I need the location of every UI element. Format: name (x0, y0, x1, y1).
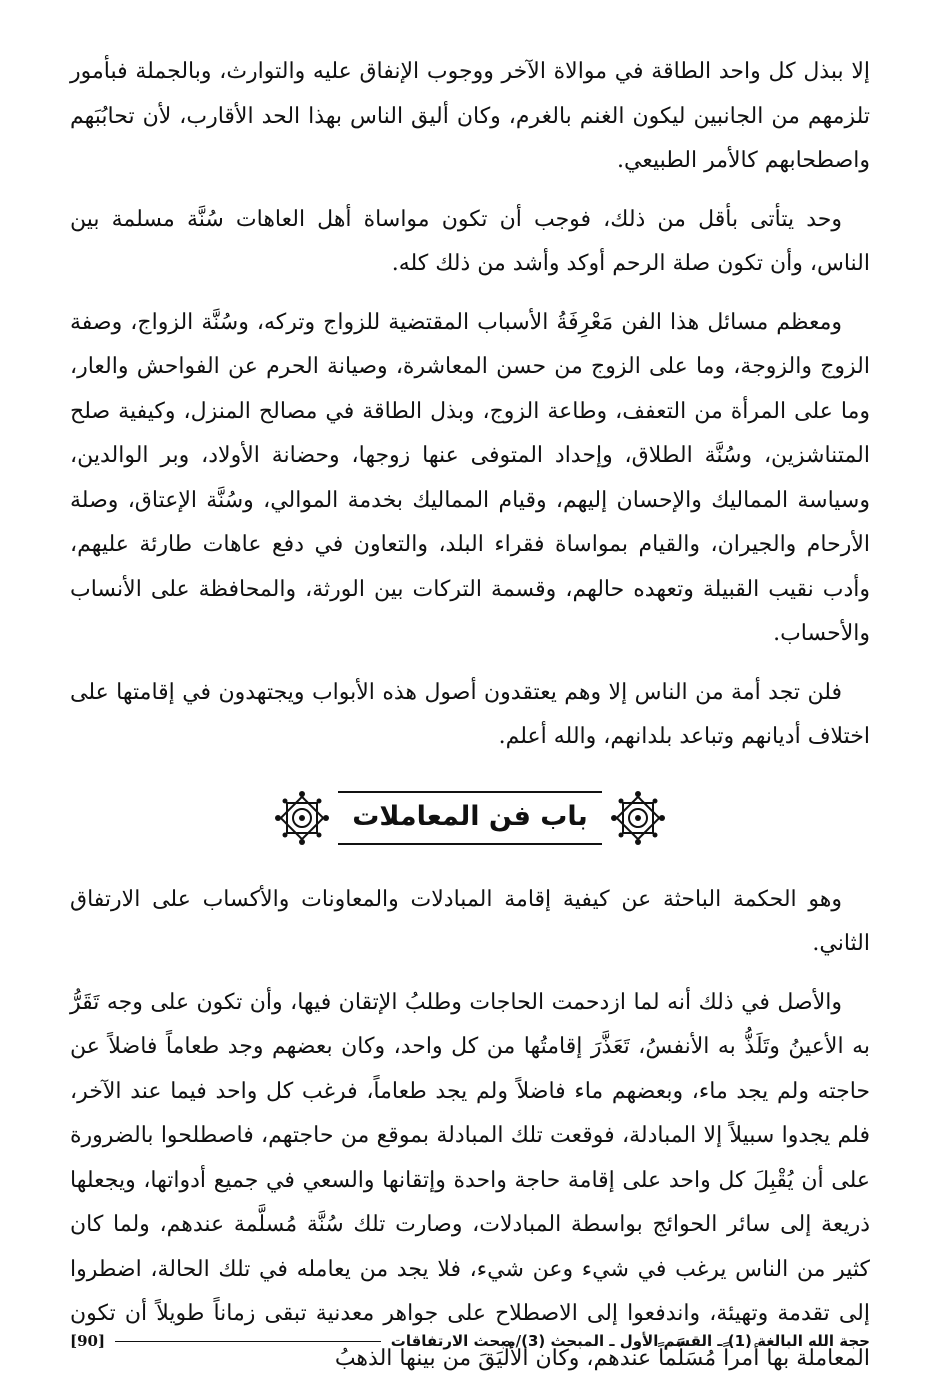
section-heading-row (70, 786, 870, 850)
page-number: [90] (70, 1332, 106, 1350)
paragraph-2: وحد يتأتى بأقل من ذلك، فوجب أن تكون مواساة أهل العاهات سُنَّة مسلمة بين الناس، وأن تكون صلة الرحم أوكد وأشد من ذلك كله. (70, 206, 870, 276)
paragraph-6: والأصل في ذلك أنه لما ازدحمت الحاجات وطلبُ الإتقان فيها، وأن تكون على وجه تَقَرُّ به الأعينُ وتَلَذُّ به الأنفسُ، تَعَذَّرَ إقامتُها من كل واحد، وكان بعضهم وجد طعاماً فاضلاً عن حاجته ولم يجد ماء، وبعضهم ماء فاضلاً ولم يجد طعاماً، فرغب كل واحد فيما عند الآخر، فلم يجدوا سبيلاً إلا المبادلة، فوقعت تلك المبادلة بموقع من حاجتهم، فاصطلحوا بالضرورة على أن يُقْبِلَ كل واحد على إقامة حاجة واحدة وإتقانها والسعي في جميع أدواتها، ويجعلها ذريعة إلى سائر الحوائج بواسطة المبادلات، وصارت تلك سُنَّة مُسلَّمة عندهم، ولما كان كثير من الناس يرغب في شيء وعن شيء، فلا يجد من يعامله في تلك الحالة، اضطروا إلى تقدمة وتهيئة، واندفعوا إلى الاصطلاح على جواهر معدنية تبقى زماناً طويلاً أن تكون المعاملة بها أمراً مُسَلَّماً عندهم، وكان الألْيَقَ من بينها الذهبُ (70, 989, 870, 1371)
section-heading (274, 790, 665, 846)
running-title: حجة الله البالغة (1) ـ القسم الأول ـ المبحث (3)/مبحث الارتفاقات (390, 1332, 870, 1350)
page-body (70, 50, 870, 1395)
page-footer (70, 1326, 870, 1356)
paragraph-5: وهو الحكمة الباحثة عن كيفية إقامة المبادلات والمعاونات والأكساب على الارتفاق الثاني. (70, 886, 870, 956)
section-title: باب فن المعاملات (338, 791, 601, 845)
eight-point-star-ornament-icon (274, 790, 330, 846)
paragraph-4: فلن تجد أمة من الناس إلا وهم يعتقدون أصول هذه الأبواب ويجتهدون في إقامتها على اختلاف أديانهم وتباعد بلدانهم، والله أعلم. (70, 679, 870, 749)
paragraph-3: ومعظم مسائل هذا الفن مَعْرِفَةُ الأسباب المقتضية للزواج وتركه، وسُنَّة الزواج، وصفة الزوج والزوجة، وما على الزوج من حسن المعاشرة، وصيانة الحرم عن الفواحش والعار، وما على المرأة من التعفف، وطاعة الزوج، وبذل الطاقة في مصالح المنزل، وكيفية صلح المتناشزين، وسُنَّة الطلاق، وإحداد المتوفى عنها زوجها، وحضانة الأولاد، وبر الوالدين، وسياسة المماليك والإحسان إليهم، وقيام المماليك بخدمة الموالي، وسُنَّة الإعتاق، وصلة الأرحام والجيران، والقيام بمواساة فقراء البلد، والتعاون في دفع عاهات طارئة عليهم، وأدب نقيب القبيلة وتعهده حالهم، وقسمة التركات بين الورثة، والمحافظة على الأنساب والأحساب. (70, 309, 870, 646)
paragraph-1: إلا ببذل كل واحد الطاقة في موالاة الآخر ووجوب الإنفاق عليه والتوارث، وبالجملة فبأمور تلزمهم من الجانبين ليكون الغنم بالغرم، وكان أليق الناس بهذا الحد الأقارب، لأن تحابُبَهم واصطحابهم كالأمر الطبيعي. (70, 59, 870, 173)
eight-point-star-ornament-icon (610, 790, 666, 846)
footer-rule (115, 1341, 381, 1342)
